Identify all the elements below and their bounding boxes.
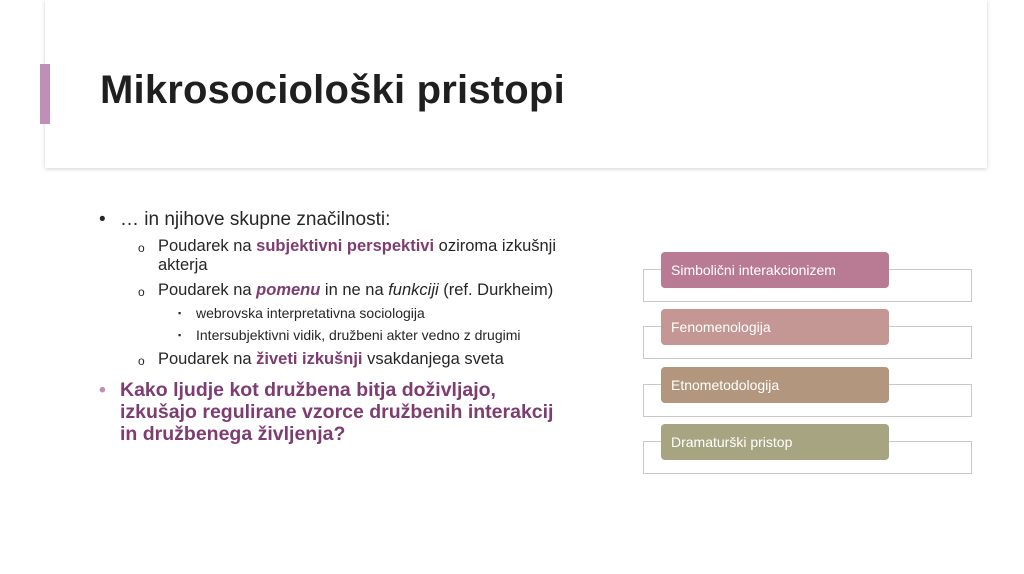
bullet-question: [96, 379, 566, 445]
sub-bullet-marker: o: [138, 285, 145, 299]
bullet-list: [96, 208, 566, 445]
highlight-lived-experience: živeti izkušnji: [256, 350, 363, 368]
diagram-item-symbolic-interactionism: [640, 252, 980, 304]
text-segment: Poudarek na: [158, 281, 257, 299]
diagram-item-label: Fenomenologija: [661, 309, 889, 345]
diagram-item-label: Simbolični interakcionizem: [661, 252, 889, 288]
text-segment: (ref. Durkheim): [438, 281, 554, 299]
subsub-bullet-weber: [96, 304, 566, 322]
text-segment: oziroma izkušnji akterja: [158, 237, 557, 274]
text-segment: in ne na: [320, 281, 389, 299]
italic-function: funkciji: [388, 281, 439, 299]
text-segment: vsakdanjega sveta: [362, 350, 504, 368]
sub-bullet-lived-experience: [96, 350, 566, 369]
highlight-meaning: pomenu: [256, 281, 321, 299]
approaches-diagram: [640, 252, 980, 482]
sub-bullet-subjective: [96, 237, 566, 275]
subsub-bullet-text: Intersubjektivni vidik, družbeni akter vedno z drugimi: [196, 327, 521, 343]
sub-bullet-marker: o: [138, 241, 145, 255]
diagram-item-phenomenology: [640, 309, 980, 361]
diagram-item-ethnomethodology: [640, 367, 980, 419]
bullet-intro: [96, 208, 566, 231]
diagram-item-label: Etnometodologija: [661, 367, 889, 403]
title-accent-bar: [40, 64, 50, 124]
subsub-bullet-text: webrovska interpretativna sociologija: [196, 305, 425, 321]
bullet-marker: •: [99, 379, 106, 401]
bullet-marker: •: [99, 209, 106, 230]
sub-bullet-marker: o: [138, 354, 145, 368]
subsub-bullet-marker: ▪: [178, 330, 182, 340]
slide-title: Mikrosociološki pristopi: [100, 68, 565, 112]
subsub-bullet-intersubjective: [96, 326, 566, 344]
text-segment: Poudarek na: [158, 237, 257, 255]
highlight-subjective-perspective: subjektivni perspektivi: [256, 237, 435, 255]
sub-bullet-meaning: [96, 281, 566, 300]
diagram-item-label: Dramaturški pristop: [661, 424, 889, 460]
subsub-bullet-marker: ▪: [178, 308, 182, 318]
text-segment: Poudarek na: [158, 350, 257, 368]
bullet-intro-text: … in njihove skupne značilnosti:: [120, 209, 391, 230]
question-text: Kako ljudje kot družbena bitja doživljajo, izkušajo regulirane vzorce družbenih interakcij in družbenega življenja?: [120, 379, 554, 445]
diagram-item-dramaturgical-approach: [640, 424, 980, 476]
